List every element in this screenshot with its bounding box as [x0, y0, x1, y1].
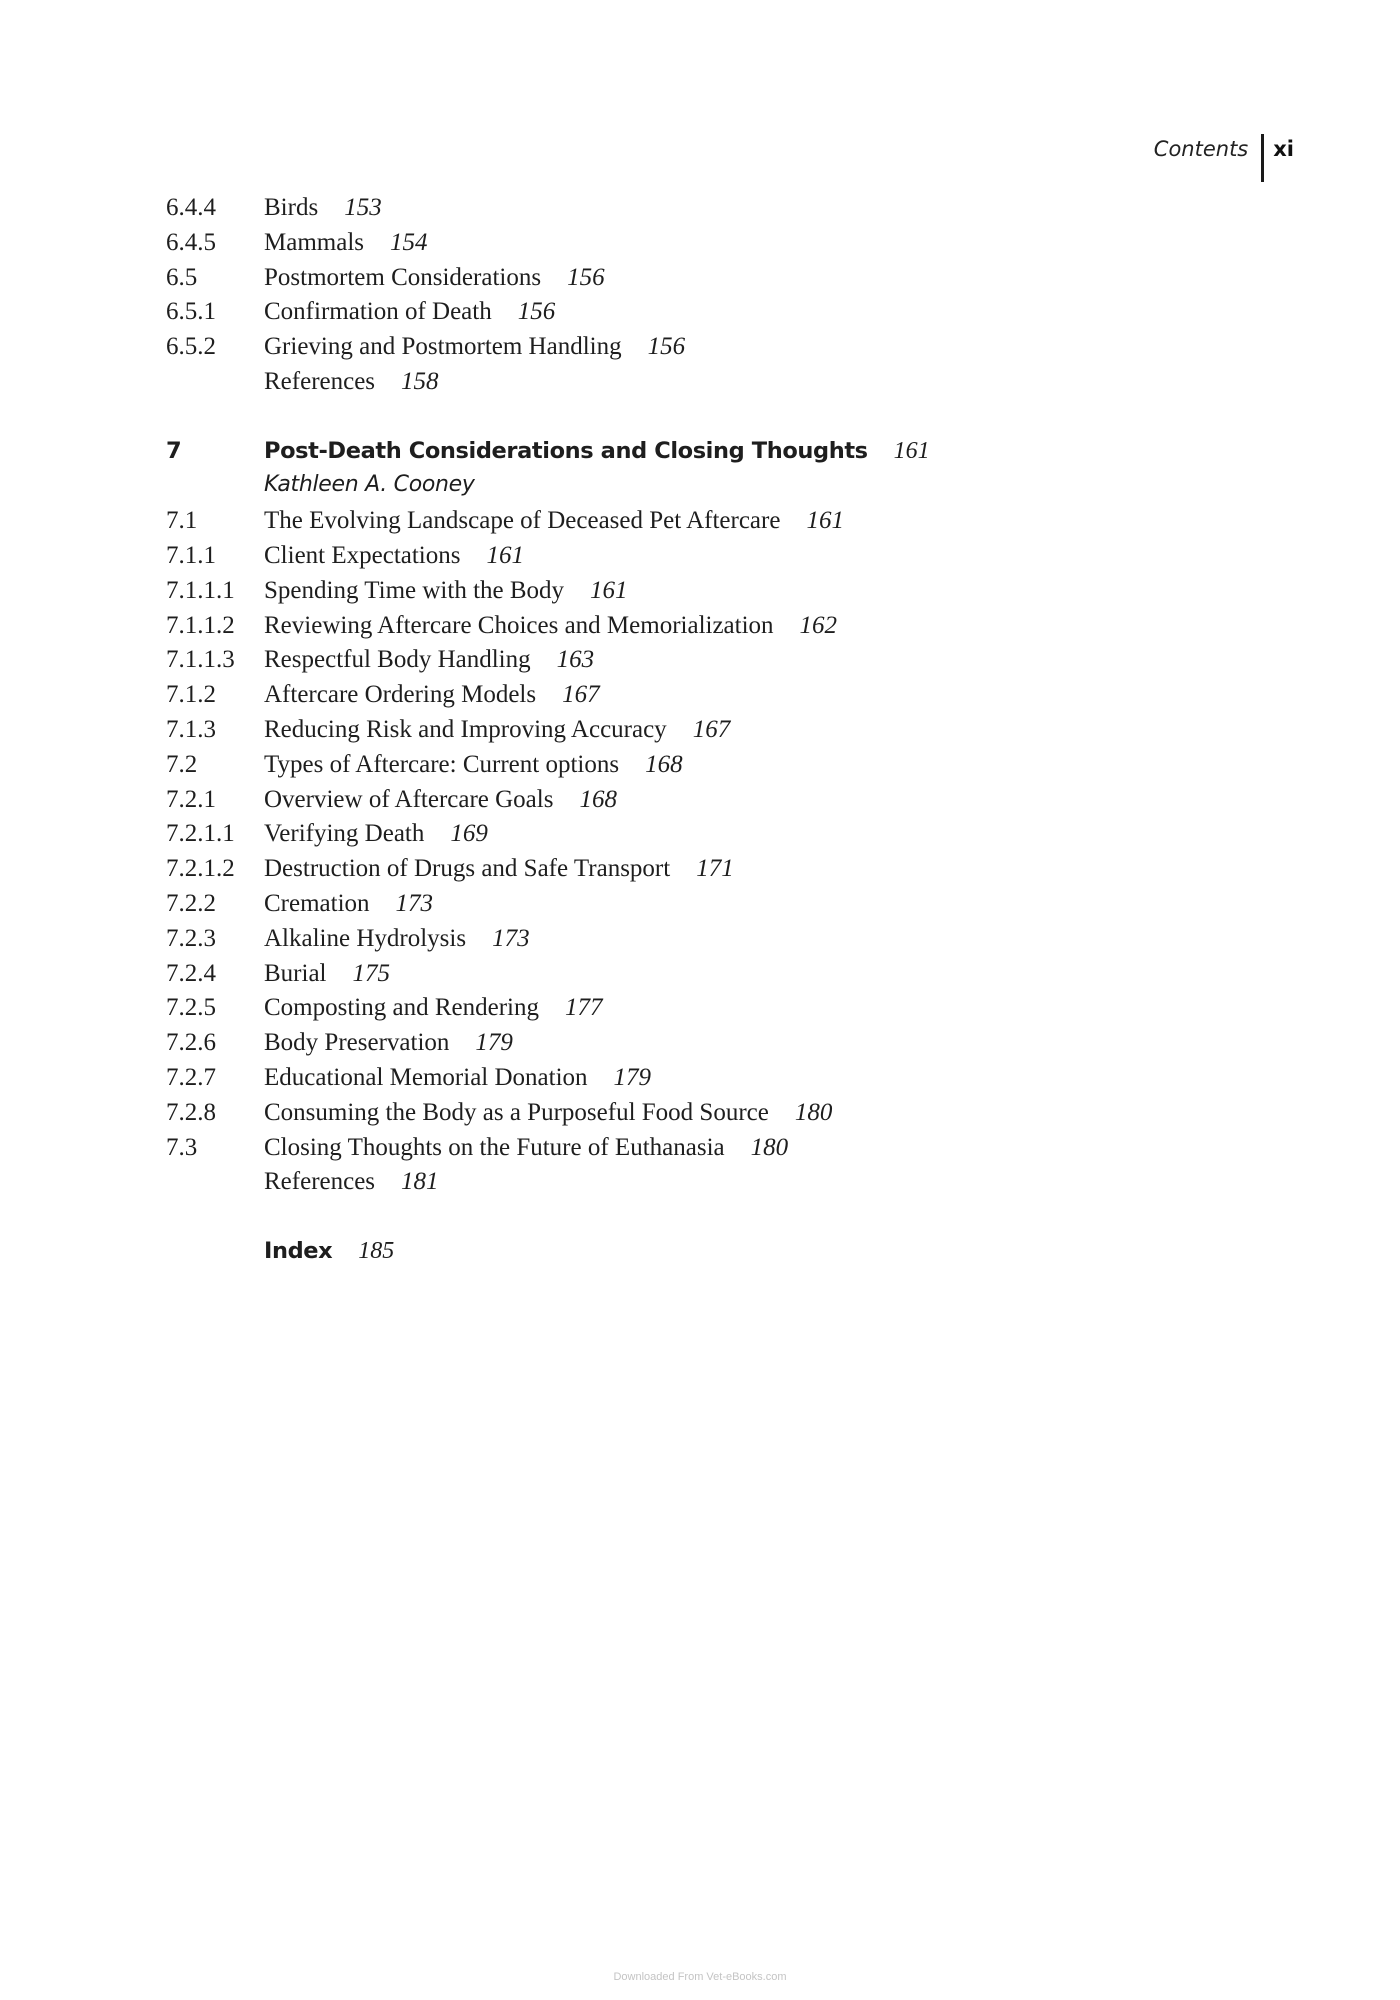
chapter-title: Post-Death Considerations and Closing Thoughts — [264, 437, 868, 464]
section-title: References — [264, 1168, 376, 1196]
page-ref: 181 — [401, 1168, 439, 1196]
page-ref: 161 — [590, 576, 628, 604]
download-watermark: Downloaded From Vet-eBooks.com — [613, 1971, 787, 1983]
page-ref: 175 — [352, 959, 390, 987]
toc-chapter-author — [166, 472, 1066, 507]
toc-entry[interactable] — [166, 507, 1066, 542]
section-number: 7.2.3 — [166, 924, 216, 952]
page-number: xi — [1273, 137, 1294, 161]
running-head-rule — [1261, 134, 1264, 182]
section-number: 6.5.2 — [166, 333, 216, 361]
page-ref: 171 — [696, 855, 734, 883]
section-title: Verifying Death — [264, 820, 425, 848]
section-number: 7.3 — [166, 1133, 198, 1161]
toc-entry[interactable] — [166, 1099, 1066, 1134]
index-title: Index — [264, 1237, 333, 1264]
section-title: Mammals — [264, 228, 364, 256]
toc-entry[interactable] — [166, 925, 1066, 960]
toc-entry[interactable] — [166, 264, 1066, 299]
toc-index-entry[interactable] — [166, 1238, 1066, 1273]
page-ref: 179 — [475, 1029, 513, 1057]
section-number: 6.4.5 — [166, 228, 216, 256]
toc-entry[interactable] — [166, 194, 1066, 229]
page-ref: 185 — [358, 1237, 395, 1264]
toc-entry[interactable] — [166, 612, 1066, 647]
section-title: Cremation — [264, 889, 370, 917]
section-number: 7.2.2 — [166, 889, 216, 917]
page-ref: 168 — [579, 785, 617, 813]
section-title: Aftercare Ordering Models — [264, 681, 537, 709]
section-number: 7.1.1.2 — [166, 611, 235, 639]
toc-entry[interactable] — [166, 716, 1066, 751]
section-title: Confirmation of Death — [264, 298, 492, 326]
section-title: Body Preservation — [264, 1029, 450, 1057]
toc-entry[interactable] — [166, 1064, 1066, 1099]
section-number: 7.2.1 — [166, 785, 216, 813]
toc-chapter-heading[interactable] — [166, 438, 1066, 473]
page-ref: 168 — [645, 750, 683, 778]
section-title: Reducing Risk and Improving Accuracy — [264, 715, 667, 743]
running-head — [1154, 134, 1294, 184]
toc-entry[interactable] — [166, 229, 1066, 264]
section-number: 7.1.3 — [166, 715, 216, 743]
page-ref: 173 — [395, 889, 434, 917]
section-title: Reviewing Aftercare Choices and Memorialization — [264, 611, 774, 639]
toc-entry[interactable] — [166, 646, 1066, 681]
page-ref: 156 — [567, 263, 605, 291]
section-title: References — [264, 367, 376, 395]
page-ref: 158 — [401, 367, 439, 395]
toc-entry[interactable] — [166, 681, 1066, 716]
section-title: Grieving and Postmortem Handling — [264, 333, 622, 361]
page-ref: 162 — [799, 611, 838, 639]
running-head-section-name: Contents — [1153, 137, 1249, 161]
section-title: Burial — [264, 959, 327, 987]
section-title: Destruction of Drugs and Safe Transport — [264, 855, 671, 883]
section-number: 7.2.1.2 — [166, 855, 235, 883]
page-ref: 173 — [492, 924, 530, 952]
section-number: 7.2 — [166, 750, 198, 778]
section-title: Overview of Aftercare Goals — [264, 785, 554, 813]
page-ref: 163 — [556, 646, 595, 674]
section-number: 7.1.1.1 — [166, 576, 235, 604]
toc-entry[interactable] — [166, 542, 1066, 577]
page-ref: 156 — [517, 298, 556, 326]
toc-entry[interactable] — [166, 960, 1066, 995]
toc-entry[interactable] — [166, 751, 1066, 786]
author-name: Kathleen A. Cooney — [264, 472, 475, 498]
page-ref: 167 — [692, 715, 731, 743]
section-title: Respectful Body Handling — [264, 646, 531, 674]
section-number: 7.2.8 — [166, 1098, 216, 1126]
toc-entry[interactable] — [166, 577, 1066, 612]
section-title: Spending Time with the Body — [264, 576, 565, 604]
toc-entry[interactable] — [166, 298, 1066, 333]
page-ref: 161 — [806, 507, 844, 535]
page-ref: 161 — [486, 541, 524, 569]
section-number: 7.2.1.1 — [166, 820, 235, 848]
toc-entry[interactable] — [166, 1134, 1066, 1169]
page-ref: 169 — [450, 820, 488, 848]
toc-entry-references[interactable] — [166, 368, 1066, 403]
toc-entry[interactable] — [166, 786, 1066, 821]
toc-entry[interactable] — [166, 1029, 1066, 1064]
chapter-number: 7 — [166, 437, 182, 464]
page-ref: 180 — [794, 1098, 833, 1126]
section-title: The Evolving Landscape of Deceased Pet Aftercare — [264, 507, 781, 535]
section-title: Alkaline Hydrolysis — [264, 924, 467, 952]
section-number: 6.5 — [166, 263, 198, 291]
table-of-contents — [166, 194, 1066, 1273]
page-ref: 153 — [344, 194, 382, 221]
toc-entry[interactable] — [166, 820, 1066, 855]
section-number: 7.2.6 — [166, 1029, 216, 1057]
section-number: 7.2.4 — [166, 959, 216, 987]
section-title: Composting and Rendering — [264, 994, 539, 1022]
toc-entry[interactable] — [166, 994, 1066, 1029]
page-ref: 154 — [390, 228, 428, 256]
section-number: 7.2.5 — [166, 994, 216, 1022]
toc-entry[interactable] — [166, 890, 1066, 925]
section-number: 6.4.4 — [166, 194, 216, 221]
page-ref: 161 — [893, 437, 930, 464]
toc-entry[interactable] — [166, 333, 1066, 368]
section-title: Birds — [264, 194, 319, 221]
section-title: Consuming the Body as a Purposeful Food Source — [264, 1098, 769, 1126]
section-number: 7.1.1 — [166, 541, 216, 569]
section-number: 6.5.1 — [166, 298, 216, 326]
section-title: Client Expectations — [264, 541, 461, 569]
section-title: Educational Memorial Donation — [264, 1063, 588, 1091]
section-number: 7.2.7 — [166, 1063, 216, 1091]
section-number: 7.1 — [166, 507, 198, 535]
page-ref: 177 — [564, 994, 603, 1022]
page-ref: 156 — [647, 333, 686, 361]
section-title: Types of Aftercare: Current options — [264, 750, 620, 778]
section-number: 7.1.2 — [166, 681, 216, 709]
section-title: Closing Thoughts on the Future of Euthanasia — [264, 1133, 725, 1161]
section-number: 7.1.1.3 — [166, 646, 235, 674]
toc-entry[interactable] — [166, 855, 1066, 890]
toc-entry-references[interactable] — [166, 1168, 1066, 1203]
section-title: Postmortem Considerations — [264, 263, 542, 291]
page-ref: 167 — [562, 681, 600, 709]
page-ref: 179 — [613, 1063, 652, 1091]
page-ref: 180 — [750, 1133, 789, 1161]
